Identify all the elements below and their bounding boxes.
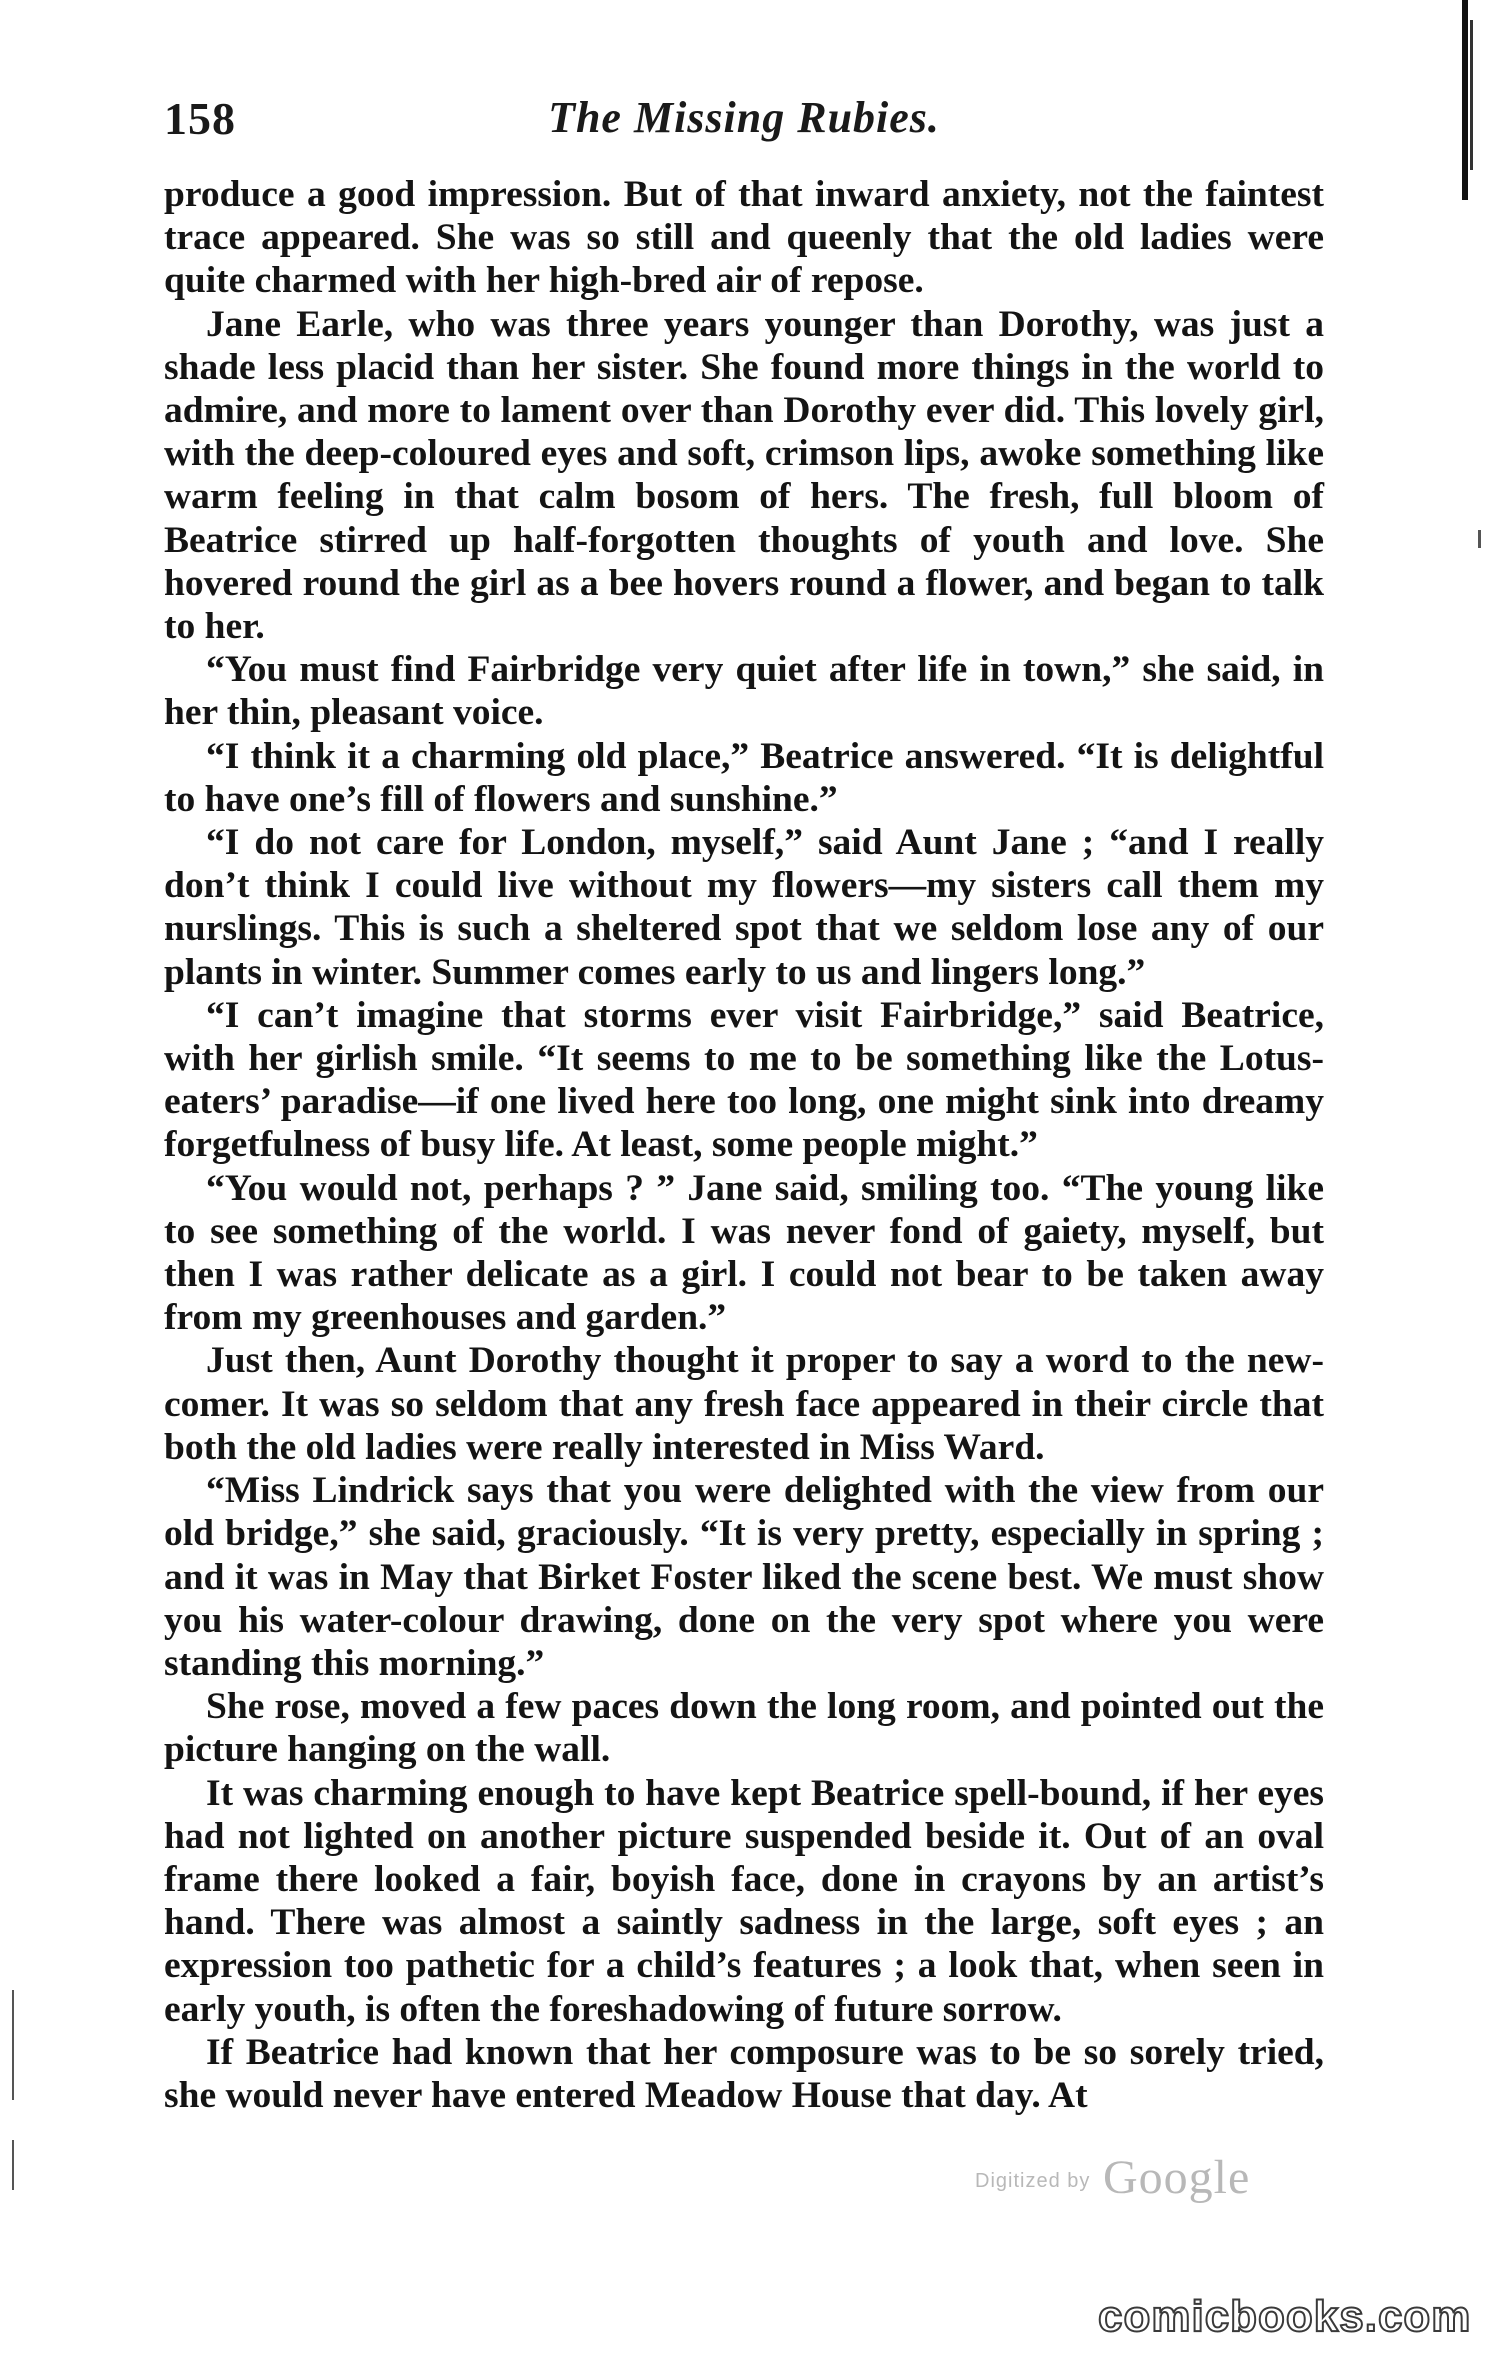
body-text bbox=[164, 173, 1324, 2117]
paragraph: Just then, Aunt Dorothy thought it proper to say a word to the new-comer. It was so seldom that any fresh face appeared in their circle that both the old ladies were really interested in Miss Ward. bbox=[164, 1340, 1324, 1468]
paragraph: Jane Earle, who was three years younger than Dorothy, was just a shade less placid than her sister. She found more things in the world to admire, and more to lament over than Dorothy ever did. This lovely girl, with the deep-coloured eyes and soft, crimson lips, awoke something like warm feeling in that calm bosom of hers. The fresh, full bloom of Beatrice stirred up half-forgotten thoughts of youth and love. She hovered round the girl as a bee hovers round a flower, and began to talk to her. bbox=[164, 303, 1324, 648]
digitized-by-label: Digitized by bbox=[975, 2170, 1091, 2192]
margin-mark bbox=[12, 2140, 14, 2190]
site-watermark: comicbooks.com bbox=[1098, 2292, 1472, 2341]
page-edge-rule-secondary bbox=[1470, 20, 1473, 170]
paragraph: “Miss Lindrick says that you were delighted with the view from our old bridge,” she said, graciously. “It is very pretty, especially in spring ; and it was in May that Birket Foster liked the scene best. We must show you his water-colour drawing, done on the very spot where you were standing this morning.” bbox=[164, 1470, 1324, 1684]
paragraph: It was charming enough to have kept Beatrice spell-bound, if her eyes had not lighted on another picture suspended beside it. Out of an oval frame there looked a fair, boyish face, done in crayons by an artist’s hand. There was almost a saintly sadness in the large, soft eyes ; an expression too pathetic for a child’s features ; a look that, when seen in early youth, is often the foreshadowing of future sorrow. bbox=[164, 1772, 1324, 2030]
page-number: 158 bbox=[164, 93, 236, 144]
paragraph: She rose, moved a few paces down the long room, and pointed out the picture hanging on the wall. bbox=[164, 1686, 1324, 1771]
paragraph: “I can’t imagine that storms ever visit Fairbridge,” said Beatrice, with her girlish smile. “It seems to me to be something like the Lotus-eaters’ paradise—if one lived here too long, one might sink into dreamy forgetfulness of busy life. At least, some people might.” bbox=[164, 994, 1324, 1166]
page-edge-rule bbox=[1462, 0, 1468, 200]
paragraph: “I think it a charming old place,” Beatrice answered. “It is delightful to have one’s fill of flowers and sunshine.” bbox=[164, 735, 1324, 820]
running-title: The Missing Rubies. bbox=[548, 93, 940, 142]
paragraph: If Beatrice had known that her composure was to be so sorely tried, she would never have entered Meadow House that day. At bbox=[164, 2031, 1324, 2116]
margin-mark bbox=[12, 1990, 14, 2100]
paragraph: “I do not care for London, myself,” said Aunt Jane ; “and I really don’t think I could live without my flowers—my sisters call them my nurslings. This is such a sheltered spot that we seldom lose any of our plants in winter. Summer comes early to us and lingers long.” bbox=[164, 822, 1324, 993]
margin-mark bbox=[1478, 530, 1481, 548]
paragraph: produce a good impression. But of that inward anxiety, not the faintest trace appeared. She was so still and queenly that the old ladies were quite charmed with her high-bred air of repose. bbox=[164, 174, 1324, 302]
paragraph: “You must find Fairbridge very quiet after life in town,” she said, in her thin, pleasant voice. bbox=[164, 649, 1324, 734]
running-head bbox=[164, 92, 1324, 162]
google-logo: Google bbox=[1103, 2151, 1251, 2204]
google-watermark bbox=[975, 2150, 1295, 2210]
paragraph: “You would not, perhaps ? ” Jane said, smiling too. “The young like to see something of the world. I was never fond of gaiety, myself, but then I was rather delicate as a girl. I could not bear to be taken away from my greenhouses and garden.” bbox=[164, 1167, 1324, 1339]
